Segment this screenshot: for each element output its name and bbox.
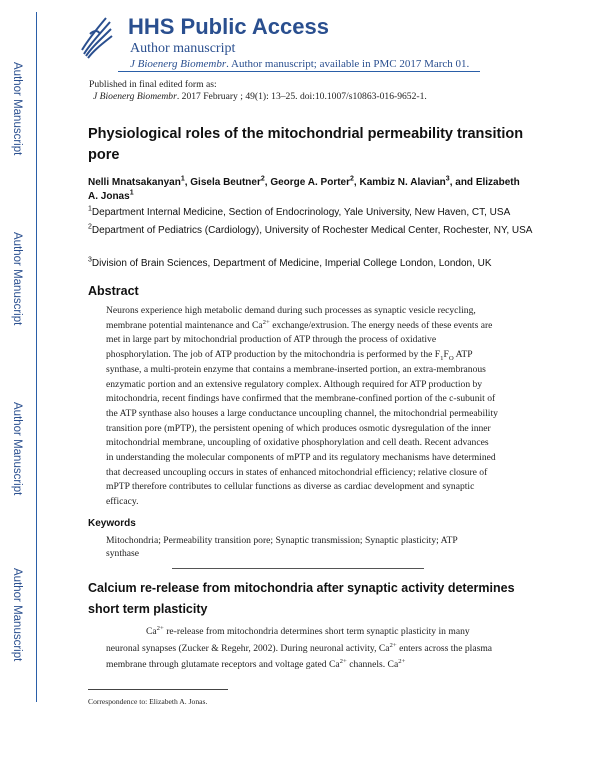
side-label-author-manuscript: Author Manuscript bbox=[11, 232, 23, 326]
affiliation bbox=[88, 206, 533, 220]
affiliation-text: Department Internal Medicine, Section of Endocrinology, Yale University, New Haven, CT, USA bbox=[91, 207, 511, 218]
availability-text: . Author manuscript; available in PMC 2017 March 01. bbox=[226, 58, 470, 70]
body-text: enters across the plasma membrane through glutamate receptors and voltage gated Ca bbox=[106, 642, 493, 670]
author-name: George A. Porter bbox=[270, 177, 350, 188]
superscript: 2+ bbox=[156, 624, 164, 632]
subscript: O bbox=[448, 355, 454, 363]
superscript: 2+ bbox=[398, 657, 406, 665]
affiliation-mark: 1 bbox=[88, 205, 92, 213]
abstract-text: F bbox=[443, 349, 449, 361]
author-affiliation-mark: 2 bbox=[260, 175, 265, 183]
journal-availability-line bbox=[130, 58, 469, 70]
abstract-body bbox=[106, 304, 498, 510]
hhs-public-access-title: HHS Public Access bbox=[128, 14, 329, 39]
side-label-author-manuscript: Author Manuscript bbox=[11, 568, 23, 662]
superscript: 2+ bbox=[339, 657, 347, 665]
abstract-heading: Abstract bbox=[88, 284, 139, 298]
author-name: Elizabeth A. Jonas bbox=[88, 177, 520, 202]
citation-details: . 2017 February ; 49(1): 13–25. doi:10.1007/s10863-016-9652-1. bbox=[176, 91, 427, 102]
section-paragraph bbox=[106, 624, 502, 674]
author-separator: , bbox=[264, 177, 271, 188]
author-manuscript-subtitle: Author manuscript bbox=[130, 41, 236, 56]
correspondence-footnote: Correspondence to: Elizabeth A. Jonas. bbox=[88, 697, 208, 706]
section-heading: Calcium re-release from mitochondria after synaptic activity determines short term plasticity bbox=[88, 581, 515, 616]
abstract-text: ATP synthase, a multi-protein enzyme that contains a membrane-inserted portion, an extra-membranous enzymatic portion and an extensive regulatory complex. Although required for ATP production by mitochondria, recent findings have confirmed that the membrane-confined portion of the c-subunit of the ATP synthase also houses a large conductance uncoupling channel, the mitochondrial permeability transition pore (mPTP), the persistent opening of which produces osmotic dysregulation of the inner mitochondrial membrane, uncoupling of oxidative phosphorylation and cell death. Recent advances in understanding the molecular components of mPTP and its regulatory mechanisms have determined that decreased uncoupling occurs in states of enhanced mitochondrial efficiency; relative closure of mPTP therefore contributes to cellular functions as diverse as cardiac development and synaptic efficacy. bbox=[106, 349, 498, 508]
hhs-eagle-logo-icon bbox=[78, 14, 114, 64]
affiliation-text: Department of Pediatrics (Cardiology), University of Rochester Medical Center, Rochester, NY, USA bbox=[91, 225, 533, 236]
side-label-author-manuscript: Author Manuscript bbox=[11, 62, 23, 156]
affiliation bbox=[88, 257, 533, 271]
keywords-list: Mitochondria; Permeability transition pore; Synaptic transmission; Synaptic plasticity; ATP synthase bbox=[106, 535, 458, 559]
author-name: Nelli Mnatsakanyan bbox=[88, 177, 181, 188]
author-separator: , bbox=[353, 177, 360, 188]
abstract-text: Neurons experience high metabolic demand during such processes as synaptic vesicle recycling, membrane potential maintenance and Ca bbox=[106, 305, 476, 331]
citation-line bbox=[93, 91, 427, 102]
affiliation-mark: 2 bbox=[88, 223, 92, 231]
author-name: Gisela Beutner bbox=[190, 177, 261, 188]
published-final-label: Published in final edited form as: bbox=[89, 79, 217, 90]
author-affiliation-mark: 3 bbox=[445, 175, 450, 183]
citation-journal: J Bioenerg Biomembr bbox=[93, 91, 177, 102]
side-label-author-manuscript: Author Manuscript bbox=[11, 402, 23, 496]
author-name: Kambiz N. Alavian bbox=[359, 177, 446, 188]
body-text: re-release from mitochondria determines short term synaptic plasticity in many neuronal synapses (Zucker & Regehr, 2002). During neuronal activity, Ca bbox=[106, 626, 470, 654]
abstract-text: exchange/extrusion. The energy needs of these events are met in large part by mitochondrial production of ATP through the process of oxidative phosphorylation. The job of ATP production by the mitochondria is performed by the F bbox=[106, 319, 493, 361]
journal-name: J Bioenerg Biomembr bbox=[130, 58, 227, 70]
affiliation-text: Division of Brain Sciences, Department of Medicine, Imperial College London, London, UK bbox=[91, 258, 492, 269]
author-affiliation-mark: 1 bbox=[129, 189, 134, 197]
body-text: channels. Ca bbox=[346, 659, 399, 670]
author-affiliation-mark: 2 bbox=[350, 175, 354, 183]
author-separator: , and bbox=[449, 177, 476, 188]
subscript: 1 bbox=[440, 355, 444, 363]
affiliation-mark: 3 bbox=[88, 256, 92, 264]
author-separator: , bbox=[184, 177, 191, 188]
footnote-rule bbox=[88, 689, 228, 690]
body-text: Ca bbox=[146, 626, 157, 637]
superscript: 2+ bbox=[389, 641, 397, 649]
header-rule bbox=[118, 71, 480, 72]
superscript: 2+ bbox=[262, 318, 270, 326]
keywords-heading: Keywords bbox=[88, 518, 136, 529]
paper-title: Physiological roles of the mitochondrial permeability transition pore bbox=[88, 126, 524, 163]
author-affiliation-mark: 1 bbox=[180, 175, 185, 183]
affiliation bbox=[88, 224, 533, 238]
section-divider bbox=[172, 568, 424, 569]
margin-rule bbox=[36, 12, 37, 702]
author-list bbox=[88, 176, 528, 204]
